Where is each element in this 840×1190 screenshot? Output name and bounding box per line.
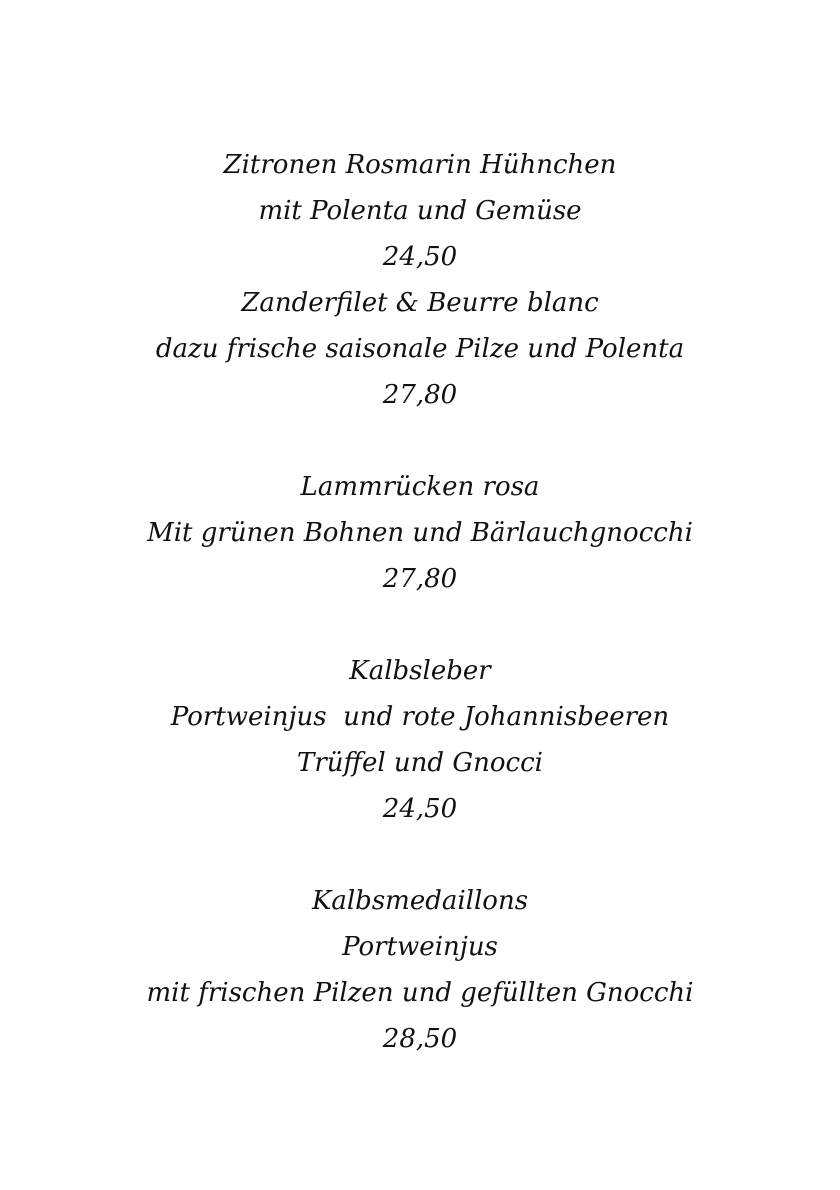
dish-price: 24,50 <box>382 242 458 272</box>
dish-description: mit Polenta und Gemüse <box>258 196 582 226</box>
dish-price: 27,80 <box>382 564 458 594</box>
dish-description: Portweinjus <box>342 932 498 962</box>
dish-name: Lammrücken rosa <box>300 472 540 502</box>
dish-description: dazu frische saisonale Pilze und Polenta <box>155 334 685 364</box>
spacer <box>0 832 840 878</box>
spacer <box>0 418 840 464</box>
dish-item <box>0 648 840 832</box>
dish-description: Portweinjus und rote Johannisbeeren <box>170 702 670 732</box>
dish-item <box>0 464 840 602</box>
dish-item <box>0 142 840 280</box>
dish-price: 27,80 <box>382 380 458 410</box>
dish-description-extra: mit frischen Pilzen und gefüllten Gnocchi <box>146 978 694 1008</box>
dish-price: 24,50 <box>382 794 458 824</box>
dish-name: Kalbsleber <box>349 656 491 686</box>
dish-name: Zanderfilet & Beurre blanc <box>241 288 599 318</box>
dish-name: Kalbsmedaillons <box>311 886 529 916</box>
dish-name: Zitronen Rosmarin Hühnchen <box>223 150 617 180</box>
dish-item <box>0 878 840 1062</box>
dish-description-extra: Trüffel und Gnocci <box>297 748 543 778</box>
menu-list <box>0 142 840 1062</box>
dish-price: 28,50 <box>382 1024 458 1054</box>
spacer <box>0 602 840 648</box>
dish-description: Mit grünen Bohnen und Bärlauchgnocchi <box>147 518 693 548</box>
dish-item <box>0 280 840 418</box>
